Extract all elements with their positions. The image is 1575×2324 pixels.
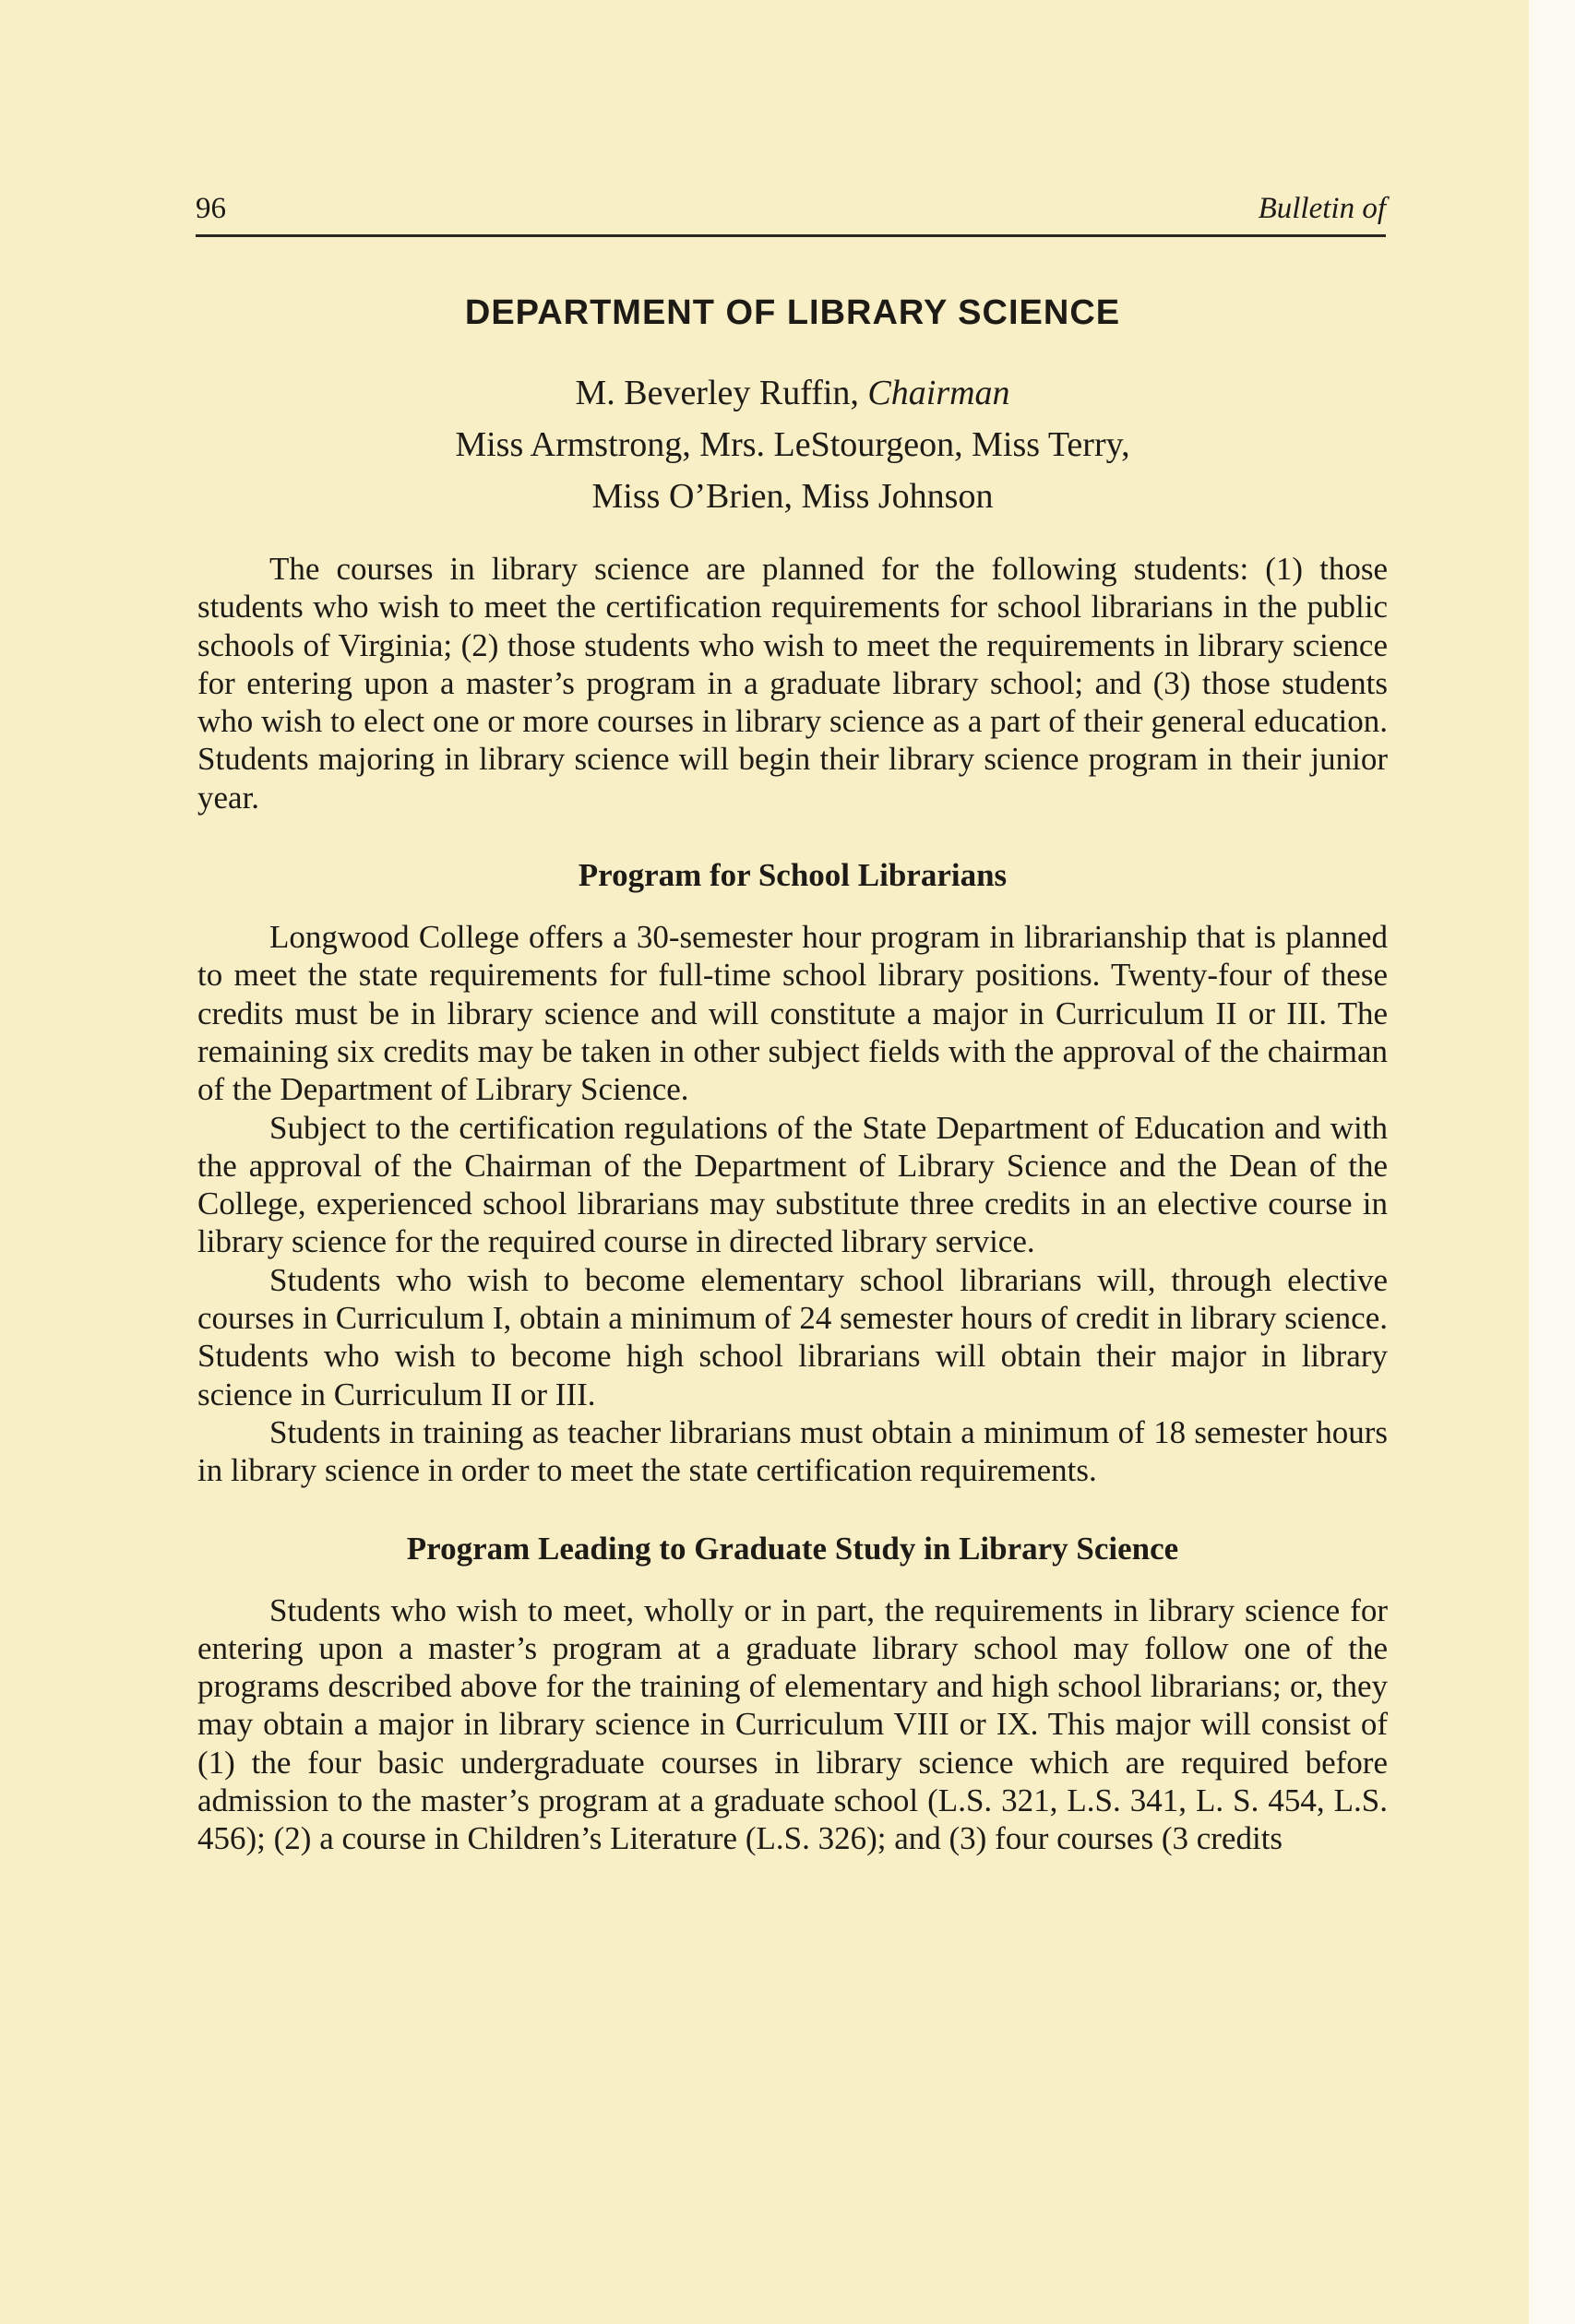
- school-librarians-paragraph: Students who wish to become elementary school librarians will, through elective courses in Curriculum I, obtain a minimum of 24 semester hours of credit in library science. Students who wish to become high school librarians will obtain their major in library science in Curriculum II or III.: [197, 1261, 1388, 1412]
- school-librarians-paragraph: Students in training as teacher librarians must obtain a minimum of 18 semester hours in library science in order to meet the state certification requirements.: [197, 1413, 1388, 1489]
- chairman-line: [197, 373, 1388, 413]
- page-number: 96: [196, 192, 226, 225]
- graduate-study-paragraph: Students who wish to meet, wholly or in part, the requirements in library science for entering upon a master’s program at a graduate library school may follow one of the programs described above for the training of elementary and high school librarians; or, they may obtain a major in library science in Curriculum VIII or IX. This major will consist of (1) the four basic undergraduate courses in library science which are required before admission to the master’s program at a graduate school (L.S. 321, L.S. 341, L. S. 454, L.S. 456); (2) a course in Children’s Literature (L.S. 326); and (3) four courses (3 credits: [197, 1591, 1388, 1857]
- school-librarians-paragraph: Subject to the certification regulations of the State Department of Education and with the approval of the Chairman of the Department of Library Science and the Dean of the College, experienced school librarians may substitute three credits in an elective course in library science for the required course in directed library service.: [197, 1109, 1388, 1260]
- running-head: Bulletin of: [1258, 192, 1386, 225]
- intro-paragraph: The courses in library science are planned for the following students: (1) those students who wish to meet the certification requirements for school librarians in the public schools of Virginia; (2) those students who wish to meet the requirements in library science for entering upon a master’s program in a graduate library school; and (3) those students who wish to elect one or more courses in library science as a part of their general education. Students majoring in library science will begin their library science program in their junior year.: [197, 551, 1388, 816]
- staff-line-2: Miss O’Brien, Miss Johnson: [591, 477, 994, 516]
- chairman-role: Chairman: [867, 374, 1010, 412]
- page-edge: [1529, 0, 1575, 2324]
- school-librarians-heading: Program for School Librarians: [578, 857, 1008, 894]
- school-librarians-paragraph: Longwood College offers a 30-semester hour program in librarianship that is planned to meet the state requirements for full-time school library positions. Twenty-four of these credits must be in library science and will constitute a major in Curriculum II or III. The remaining six credits may be taken in other subject fields with the approval of the chairman of the Department of Library Science.: [197, 919, 1388, 1108]
- page-header: [196, 192, 1386, 237]
- page-body: [197, 293, 1388, 1858]
- department-title: DEPARTMENT OF LIBRARY SCIENCE: [464, 293, 1121, 332]
- graduate-study-heading: Program Leading to Graduate Study in Library Science: [406, 1530, 1179, 1567]
- chairman-name: M. Beverley Ruffin,: [575, 374, 868, 412]
- staff-line-1: Miss Armstrong, Mrs. LeStourgeon, Miss Terry,: [455, 425, 1130, 464]
